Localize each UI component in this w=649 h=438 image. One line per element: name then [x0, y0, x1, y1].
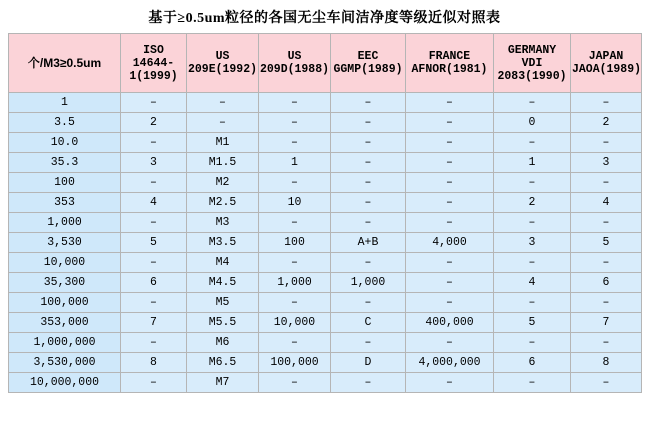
cell-particle-count: 1	[9, 93, 121, 113]
cell-japan: 2	[571, 113, 642, 133]
cell-us209d: –	[259, 113, 331, 133]
column-header-us-209e: US 209E(1992)	[187, 34, 259, 93]
column-header-iso: ISO 14644- 1(1999)	[121, 34, 187, 93]
cell-particle-count: 3,530,000	[9, 353, 121, 373]
cell-eec: –	[331, 333, 406, 353]
table-body	[9, 93, 642, 393]
cell-particle-count: 10,000,000	[9, 373, 121, 393]
table-row	[9, 353, 642, 373]
cell-iso: –	[121, 173, 187, 193]
cell-us209e: M1.5	[187, 153, 259, 173]
cell-us209d: –	[259, 253, 331, 273]
cell-particle-count: 3,530	[9, 233, 121, 253]
cell-germany: 0	[494, 113, 571, 133]
table-row	[9, 93, 642, 113]
table-row	[9, 313, 642, 333]
cell-us209e: M6.5	[187, 353, 259, 373]
cell-particle-count: 35.3	[9, 153, 121, 173]
cell-us209d: 1,000	[259, 273, 331, 293]
cleanroom-class-comparison-table	[8, 33, 642, 393]
cell-japan: –	[571, 373, 642, 393]
cell-france: –	[406, 93, 494, 113]
table-row	[9, 113, 642, 133]
column-header-us-209d: US 209D(1988)	[259, 34, 331, 93]
cell-particle-count: 3.5	[9, 113, 121, 133]
cell-particle-count: 1,000,000	[9, 333, 121, 353]
cell-us209d: 10	[259, 193, 331, 213]
cell-japan: 8	[571, 353, 642, 373]
cell-us209d: –	[259, 373, 331, 393]
cell-france: –	[406, 373, 494, 393]
cell-us209d: 100,000	[259, 353, 331, 373]
cell-particle-count: 353	[9, 193, 121, 213]
cell-eec: –	[331, 293, 406, 313]
cell-germany: –	[494, 373, 571, 393]
cell-iso: 4	[121, 193, 187, 213]
cell-iso: 5	[121, 233, 187, 253]
column-header-eec-ggmp: EEC GGMP(1989)	[331, 34, 406, 93]
table-row	[9, 373, 642, 393]
cell-iso: –	[121, 93, 187, 113]
cell-us209d: 1	[259, 153, 331, 173]
cell-japan: –	[571, 213, 642, 233]
cell-france: –	[406, 193, 494, 213]
cell-particle-count: 1,000	[9, 213, 121, 233]
column-header-france-afnor: FRANCE AFNOR(1981)	[406, 34, 494, 93]
table-row	[9, 153, 642, 173]
cell-germany: 3	[494, 233, 571, 253]
column-header-germany-vdi: GERMANY VDI 2083(1990)	[494, 34, 571, 93]
cell-particle-count: 100	[9, 173, 121, 193]
cell-germany: 4	[494, 273, 571, 293]
cell-france: –	[406, 213, 494, 233]
cell-us209e: –	[187, 93, 259, 113]
cell-germany: –	[494, 253, 571, 273]
cell-eec: –	[331, 173, 406, 193]
cell-japan: –	[571, 253, 642, 273]
cell-france: –	[406, 253, 494, 273]
cell-france: –	[406, 273, 494, 293]
cell-iso: –	[121, 253, 187, 273]
table-row	[9, 193, 642, 213]
cell-japan: –	[571, 133, 642, 153]
cell-japan: 4	[571, 193, 642, 213]
cell-iso: –	[121, 293, 187, 313]
cell-eec: D	[331, 353, 406, 373]
header-row	[9, 34, 642, 93]
cell-iso: 8	[121, 353, 187, 373]
table-row	[9, 233, 642, 253]
cell-eec: –	[331, 133, 406, 153]
cell-us209e: M5	[187, 293, 259, 313]
cell-us209d: –	[259, 293, 331, 313]
cell-us209d: 10,000	[259, 313, 331, 333]
cell-france: –	[406, 153, 494, 173]
cell-japan: –	[571, 333, 642, 353]
cell-us209e: M6	[187, 333, 259, 353]
cell-eec: –	[331, 113, 406, 133]
cell-particle-count: 10.0	[9, 133, 121, 153]
cell-japan: 6	[571, 273, 642, 293]
cell-iso: –	[121, 373, 187, 393]
cell-japan: –	[571, 173, 642, 193]
cell-germany: –	[494, 213, 571, 233]
cell-eec: C	[331, 313, 406, 333]
cell-france: 400,000	[406, 313, 494, 333]
cell-us209e: M3.5	[187, 233, 259, 253]
cell-germany: –	[494, 133, 571, 153]
cell-japan: 5	[571, 233, 642, 253]
cell-germany: –	[494, 333, 571, 353]
column-header-particle-count: 个/M3≥0.5um	[9, 34, 121, 93]
cell-france: –	[406, 333, 494, 353]
cell-iso: 7	[121, 313, 187, 333]
cell-france: –	[406, 113, 494, 133]
cell-japan: 3	[571, 153, 642, 173]
cell-us209d: –	[259, 133, 331, 153]
table-container	[0, 33, 649, 393]
column-header-japan-jaoa: JAPAN JAOA(1989)	[571, 34, 642, 93]
cell-japan: –	[571, 93, 642, 113]
table-header	[9, 34, 642, 93]
cell-iso: –	[121, 133, 187, 153]
cell-japan: –	[571, 293, 642, 313]
cell-us209d: –	[259, 173, 331, 193]
cell-eec: A+B	[331, 233, 406, 253]
table-row	[9, 273, 642, 293]
table-row	[9, 253, 642, 273]
cell-iso: 6	[121, 273, 187, 293]
table-row	[9, 213, 642, 233]
cell-us209e: M7	[187, 373, 259, 393]
cell-particle-count: 35,300	[9, 273, 121, 293]
cell-eec: –	[331, 373, 406, 393]
table-row	[9, 293, 642, 313]
cell-france: 4,000	[406, 233, 494, 253]
cell-france: –	[406, 293, 494, 313]
page-title: 基于≥0.5um粒径的各国无尘车间洁净度等级近似对照表	[148, 11, 501, 26]
cell-germany: 5	[494, 313, 571, 333]
cell-eec: –	[331, 153, 406, 173]
cell-us209d: –	[259, 333, 331, 353]
cell-particle-count: 100,000	[9, 293, 121, 313]
cell-france: 4,000,000	[406, 353, 494, 373]
cell-eec: –	[331, 193, 406, 213]
cell-germany: 1	[494, 153, 571, 173]
cell-germany: 2	[494, 193, 571, 213]
cell-us209e: M4.5	[187, 273, 259, 293]
table-row	[9, 333, 642, 353]
cell-germany: –	[494, 173, 571, 193]
cell-eec: –	[331, 93, 406, 113]
cell-germany: –	[494, 293, 571, 313]
table-row	[9, 173, 642, 193]
cell-us209d: 100	[259, 233, 331, 253]
cell-france: –	[406, 133, 494, 153]
cell-iso: 3	[121, 153, 187, 173]
cell-us209e: M4	[187, 253, 259, 273]
cell-japan: 7	[571, 313, 642, 333]
cell-us209d: –	[259, 93, 331, 113]
cell-eec: 1,000	[331, 273, 406, 293]
cell-germany: 6	[494, 353, 571, 373]
cell-france: –	[406, 173, 494, 193]
cell-eec: –	[331, 213, 406, 233]
cell-particle-count: 10,000	[9, 253, 121, 273]
table-row	[9, 133, 642, 153]
cell-us209e: –	[187, 113, 259, 133]
cell-particle-count: 353,000	[9, 313, 121, 333]
cell-us209e: M5.5	[187, 313, 259, 333]
cell-iso: –	[121, 333, 187, 353]
cell-us209e: M3	[187, 213, 259, 233]
cell-iso: 2	[121, 113, 187, 133]
cell-iso: –	[121, 213, 187, 233]
cell-us209e: M2.5	[187, 193, 259, 213]
cell-eec: –	[331, 253, 406, 273]
cell-us209e: M1	[187, 133, 259, 153]
cell-germany: –	[494, 93, 571, 113]
cell-us209e: M2	[187, 173, 259, 193]
cell-us209d: –	[259, 213, 331, 233]
